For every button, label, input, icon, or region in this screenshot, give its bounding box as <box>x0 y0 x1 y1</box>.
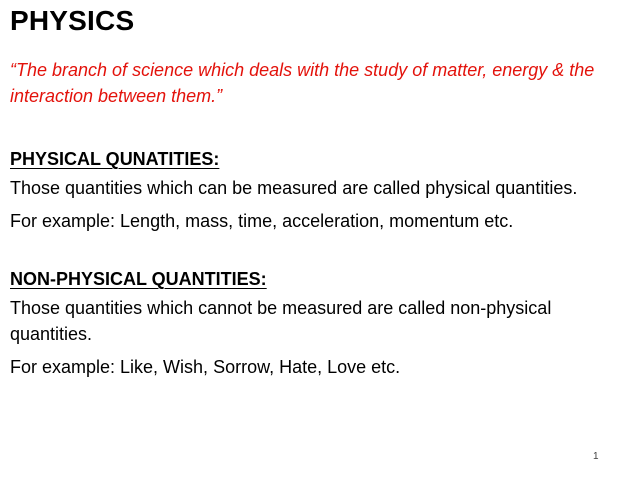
section-heading: PHYSICAL QUNATITIES: <box>10 149 220 169</box>
section-text: Those quantities which can be measured are called physical quantities. <box>10 178 578 198</box>
section-heading: NON-PHYSICAL QUANTITIES: <box>10 269 267 289</box>
section-non-physical-quantities <box>10 266 630 387</box>
section-body <box>10 295 630 380</box>
section-example: For example: Length, mass, time, acceleration, momentum etc. <box>10 211 514 231</box>
section-text: Those quantities which cannot be measured are called non-physical quantities. <box>10 298 552 344</box>
section-physical-quantities <box>10 146 630 241</box>
section-body <box>10 175 630 234</box>
section-example: For example: Like, Wish, Sorrow, Hate, Love etc. <box>10 357 401 377</box>
page-number: 1 <box>593 451 599 462</box>
slide-title: PHYSICS <box>10 5 135 36</box>
definition-quote: “The branch of science which deals with the study of matter, energy & the interaction between them.” <box>10 60 595 106</box>
